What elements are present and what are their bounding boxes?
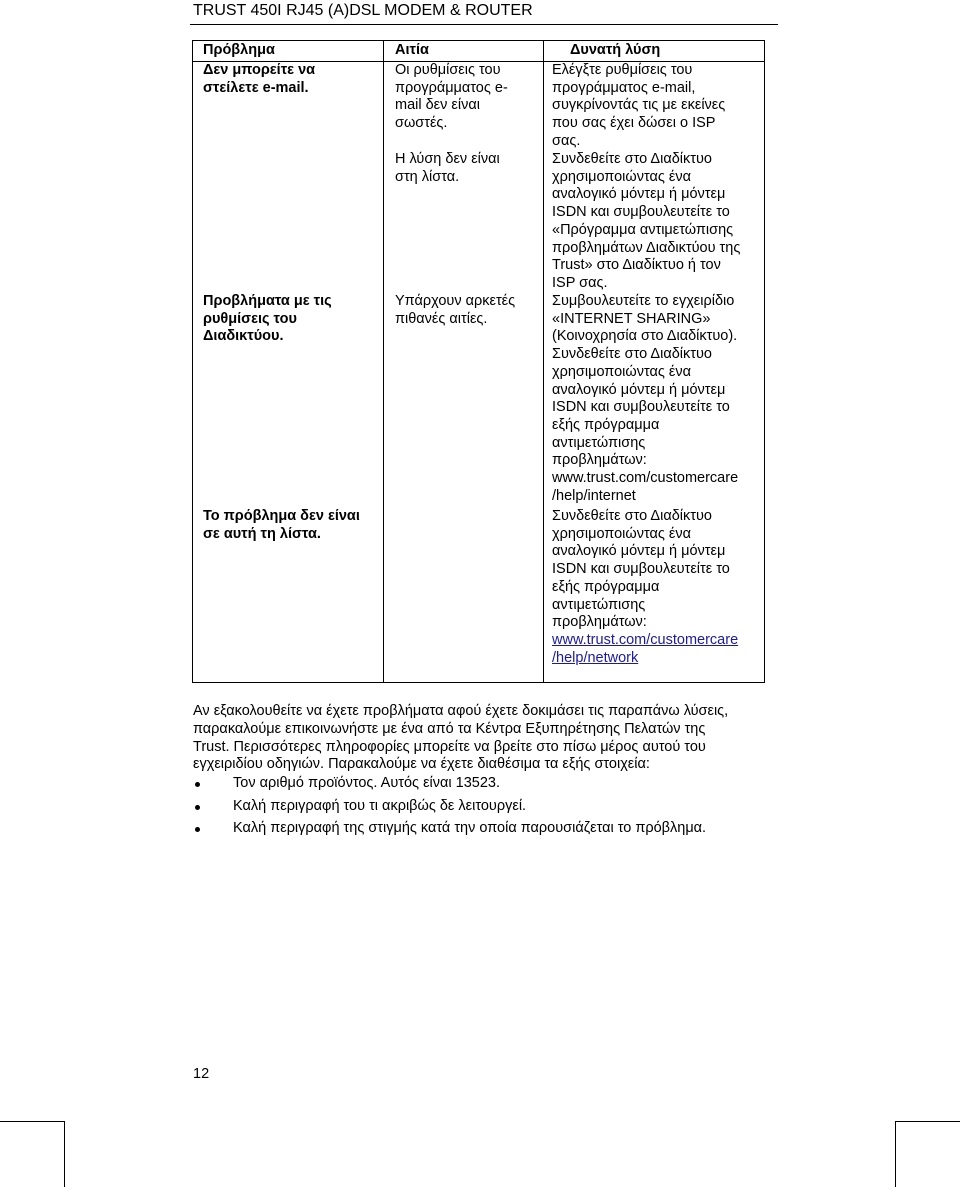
problem-cell: Προβλήματα με τις ρυθμίσεις του Διαδικτύου. — [203, 293, 332, 345]
bullet-icon — [195, 782, 200, 787]
solution-cell: Συνδεθείτε στο Διαδίκτυο χρησιμοποιώντας ένα αναλογικό μόντεμ ή μόντεμ ISDN και συμβουλευτείτε το «Πρόγραμμα αντιμετώπισης προβλημάτων Διαδικτύου της Trust» στο Διαδίκτυο ή τον ISP σας. — [552, 151, 741, 291]
list-item: Τον αριθμό προϊόντος. Αυτός είναι 13523. — [193, 775, 706, 798]
crop-mark — [64, 1121, 65, 1187]
solution-cell: Συμβουλευτείτε το εγχειρίδιο «INTERNET SHARING» (Κοινοχρησία στο Διαδίκτυο). Συνδεθείτε στο Διαδίκτυο χρησιμοποιώντας ένα αναλογικό μόντεμ ή μόντεμ ISDN και συμβουλευτείτε το εξής πρόγραμμα αντιμετώπισης προβλημάτων: www.trust.com/customercare /help/internet — [552, 293, 739, 504]
header-title: TRUST 450I RJ45 (A)DSL MODEM & ROUTER — [193, 2, 533, 19]
support-link[interactable]: /help/network — [552, 649, 639, 666]
column-header-solution: Δυνατή λύση — [570, 42, 661, 58]
problem-cell: Δεν μπορείτε να στείλετε e-mail. — [203, 62, 316, 96]
list-item: Καλή περιγραφή της στιγμής κατά την οποία παρουσιάζεται το πρόβλημα. — [193, 820, 706, 843]
crop-mark — [895, 1121, 896, 1187]
required-info-list — [193, 775, 706, 843]
solution-cell: Συνδεθείτε στο Διαδίκτυο χρησιμοποιώντας ένα αναλογικό μόντεμ ή μόντεμ ISDN και συμβουλευτείτε το εξής πρόγραμμα αντιμετώπισης προβλημάτων: www.trust.com/customercare /help/network — [552, 508, 739, 666]
crop-mark — [895, 1121, 960, 1122]
list-item: Καλή περιγραφή του τι ακριβώς δε λειτουργεί. — [193, 798, 706, 821]
cause-cell: Η λύση δεν είναι στη λίστα. — [395, 151, 500, 185]
bullet-icon — [195, 827, 200, 832]
contact-paragraph: Αν εξακολουθείτε να έχετε προβλήματα αφού έχετε δοκιμάσει τις παραπάνω λύσεις, παρακαλούμε επικοινωνήστε με ένα από τα Κέντρα Εξυπηρέτησης Πελατών της Trust. Περισσότερες πληροφορίες μπορείτε να βρείτε στο πίσω μέρος αυτού του εγχειριδίου οδηγιών. Παρακαλούμε να έχετε διαθέσιμα τα εξής στοιχεία: — [193, 703, 729, 773]
bullet-icon — [195, 805, 200, 810]
solution-cell: Ελέγξτε ρυθμίσεις του προγράμματος e-mail, συγκρίνοντάς τις με εκείνες που σας έχει δώσει ο ISP σας. — [552, 62, 726, 149]
column-header-cause: Αιτία — [395, 42, 429, 58]
crop-mark — [0, 1121, 65, 1122]
column-divider — [383, 41, 384, 682]
cause-cell: Οι ρυθμίσεις του προγράμματος e- mail δεν είναι σωστές. — [395, 62, 508, 132]
problem-cell: Το πρόβλημα δεν είναι σε αυτή τη λίστα. — [203, 508, 360, 542]
header-rule — [190, 24, 778, 25]
troubleshooting-table — [192, 40, 765, 683]
column-header-problem: Πρόβλημα — [203, 42, 275, 58]
support-link[interactable]: www.trust.com/customercare — [552, 631, 739, 648]
column-divider — [543, 41, 544, 682]
page-number: 12 — [193, 1066, 210, 1082]
cause-cell: Υπάρχουν αρκετές πιθανές αιτίες. — [395, 293, 516, 327]
